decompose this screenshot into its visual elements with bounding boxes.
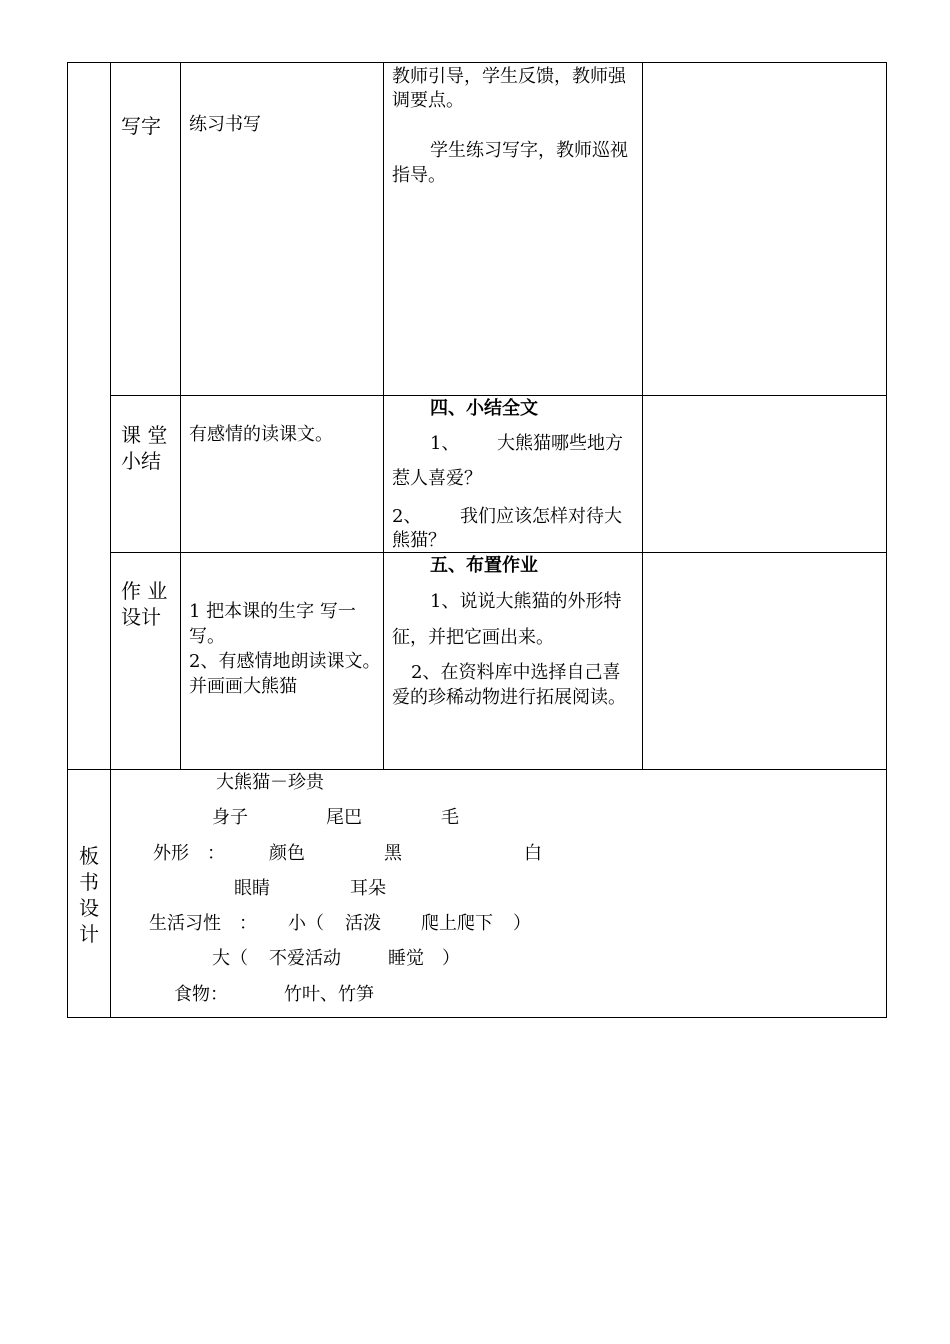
- board-body-part: 身子: [212, 807, 248, 828]
- board-body-part: 毛: [441, 807, 459, 828]
- board-title: 大熊猫－珍贵: [216, 772, 324, 793]
- summary-question-number: 1、: [430, 433, 460, 454]
- board-habits-label: 生活习性 ：: [149, 913, 257, 934]
- homework-heading: 五、布置作业: [430, 555, 538, 576]
- board-eyes: 眼睛: [234, 878, 270, 899]
- homework-process-line: 爱的珍稀动物进行拓展阅读。: [392, 687, 626, 708]
- table-right-border: [886, 62, 887, 1018]
- board-appearance-label: 外形 ：: [153, 843, 225, 864]
- board-label-char: 设: [79, 896, 99, 920]
- board-body-part: 尾巴: [326, 807, 362, 828]
- column-divider-1: [110, 62, 111, 1018]
- row-divider-homework: [110, 552, 887, 553]
- homework-row-label: 设计: [121, 605, 161, 629]
- summary-question-text: 我们应该怎样对待大: [460, 506, 622, 527]
- column-divider-3: [383, 62, 384, 770]
- homework-process-line: 征，并把它画出来。: [392, 627, 554, 648]
- homework-process-line: 2、在资料库中选择自己喜: [411, 662, 621, 683]
- summary-question-text: 大熊猫哪些地方: [497, 433, 623, 454]
- writing-process-line: 教师引导，学生反馈，教师强: [392, 66, 626, 87]
- summary-row-label: 小结: [121, 449, 161, 473]
- writing-row-label: 写字: [121, 114, 161, 138]
- summary-heading: 四、小结全文: [430, 398, 538, 419]
- board-food: 竹叶、竹笋: [284, 984, 374, 1005]
- table-bottom-border: [67, 1017, 887, 1018]
- column-divider-2: [180, 62, 181, 770]
- homework-content-line: 并画画大熊猫: [189, 676, 297, 697]
- board-label-char: 计: [79, 922, 99, 946]
- summary-question-text: 惹人喜爱？: [392, 468, 482, 489]
- writing-process-line: 指导。: [392, 165, 446, 186]
- board-climb: 爬上爬下: [421, 913, 493, 934]
- board-black: 黑: [384, 843, 402, 864]
- board-close-paren: ）: [442, 948, 460, 969]
- homework-row-label: 作 业: [121, 579, 168, 603]
- writing-process-line: 学生练习写字，教师巡视: [430, 140, 628, 161]
- summary-question-number: 2、: [392, 506, 422, 527]
- table-top-border: [67, 62, 887, 63]
- board-ears: 耳朵: [350, 878, 386, 899]
- board-big: 大（: [212, 948, 248, 969]
- summary-question-text: 熊猫？: [392, 530, 446, 551]
- homework-content-line: 2、有感情地朗读课文。: [189, 651, 381, 672]
- board-white: 白: [524, 843, 542, 864]
- homework-process-line: 1、说说大熊猫的外形特: [430, 591, 622, 612]
- board-label-char: 书: [79, 870, 99, 894]
- row-divider-summary: [110, 395, 887, 396]
- board-label-char: 板: [79, 844, 99, 868]
- board-lively: 活泼: [345, 913, 381, 934]
- table-left-border: [67, 62, 68, 1018]
- board-inactive: 不爱活动: [269, 948, 341, 969]
- writing-row-content: 练习书写: [189, 114, 261, 135]
- summary-row-content: 有感情的读课文。: [189, 424, 333, 445]
- board-close-paren: ）: [513, 913, 531, 934]
- writing-process-line: 调要点。: [392, 90, 464, 111]
- homework-content-line: 1 把本课的生字 写一: [189, 601, 356, 622]
- board-color: 颜色: [269, 843, 305, 864]
- row-divider-board: [67, 769, 887, 770]
- board-food-label: 食物：: [174, 984, 228, 1005]
- homework-content-line: 写。: [189, 626, 225, 647]
- board-sleep: 睡觉: [388, 948, 424, 969]
- board-small: 小（: [288, 913, 324, 934]
- summary-row-label: 课 堂: [121, 423, 168, 447]
- column-divider-4: [642, 62, 643, 770]
